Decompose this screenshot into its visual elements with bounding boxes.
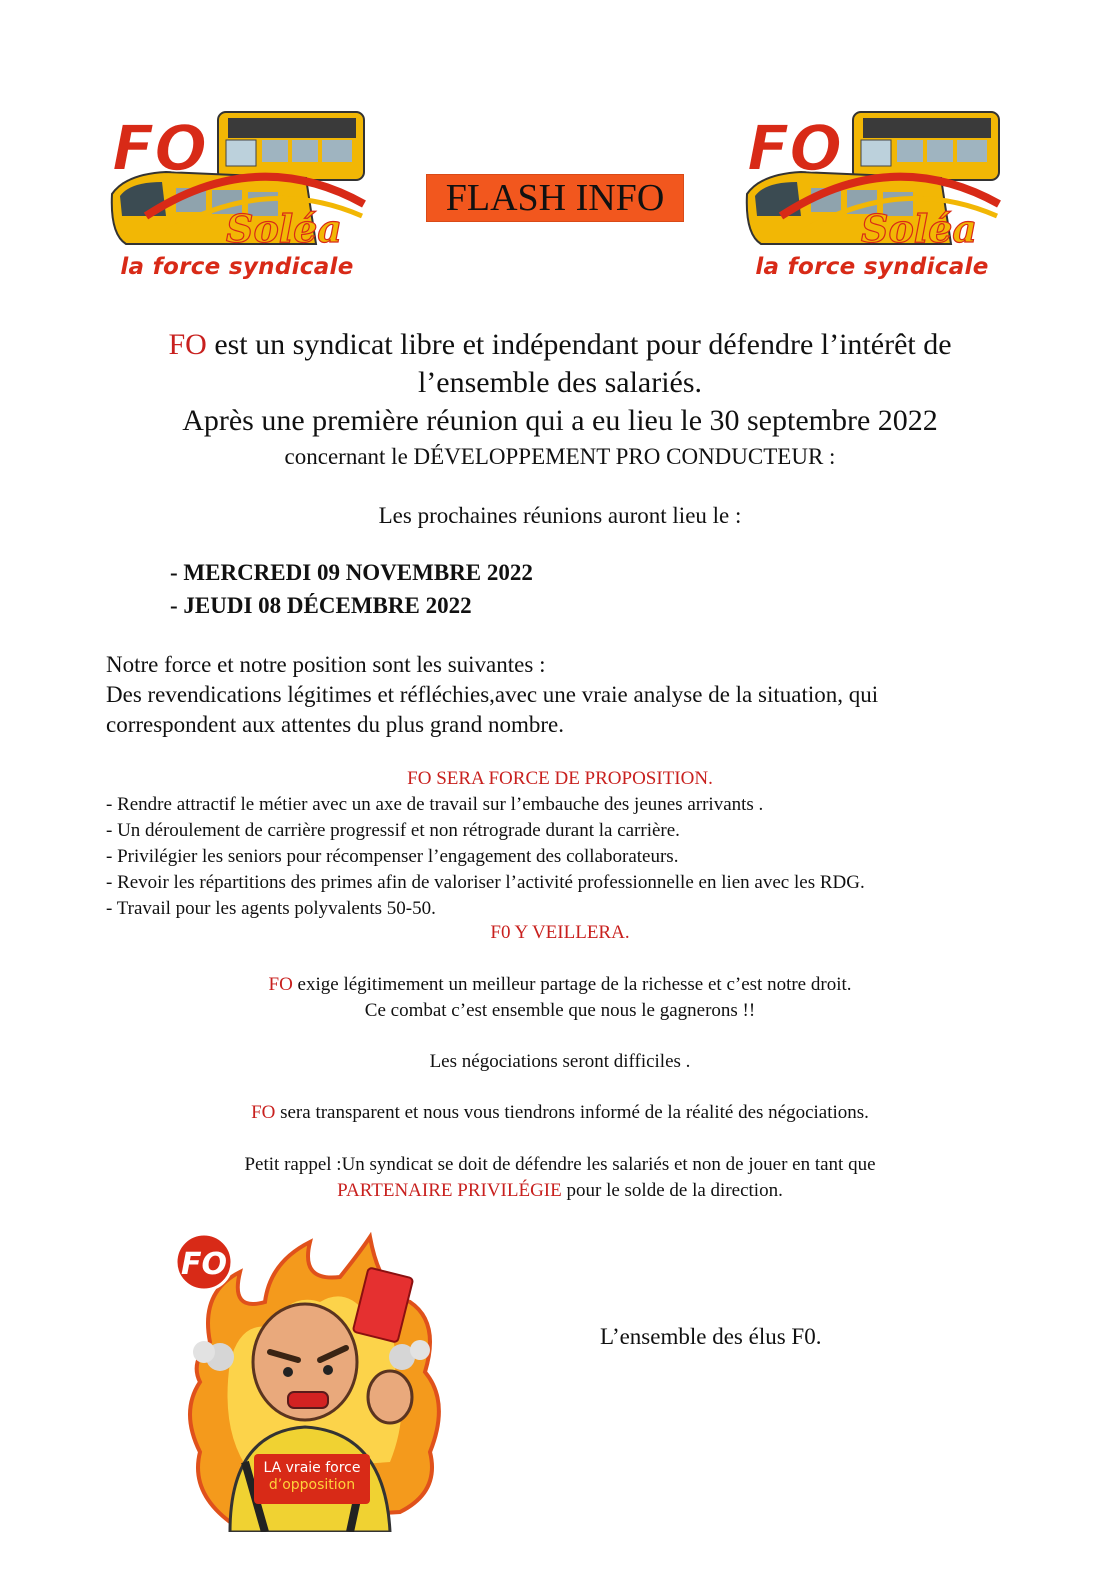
- intro-line-1: [60, 326, 1060, 364]
- fo-logo-mark: FO: [112, 112, 208, 185]
- position-paragraph: [106, 650, 1011, 740]
- proposition-title: FO SERA FORCE DE PROPOSITION.: [407, 768, 713, 789]
- demand-text: exige légitimement un meilleur partage de la richesse et c’est notre droit.: [292, 974, 852, 995]
- referee-mascot-illustration: [170, 1232, 460, 1532]
- logo-tagline: la force syndicale: [120, 254, 354, 280]
- fo-highlight: FO: [168, 328, 207, 361]
- transparent-line: [60, 1100, 1060, 1126]
- list-item: - Rendre attractif le métier avec un axe de travail sur l’embauche des jeunes arrivants .: [106, 794, 764, 815]
- fo-logo-mark: FO: [747, 112, 843, 185]
- intro-line-2: l’ensemble des salariés.: [417, 366, 703, 399]
- position-line: Notre force et notre position sont les suivantes :: [106, 652, 546, 677]
- list-item: - Un déroulement de carrière progressif et non rétrograde durant la carrière.: [106, 820, 680, 841]
- mascot-caption: [256, 1460, 368, 1494]
- reminder-line-2-text: pour le solde de la direction.: [561, 1180, 783, 1201]
- meeting-date: - JEUDI 08 DÉCEMBRE 2022: [170, 593, 472, 618]
- list-item: - Travail pour les agents polyvalents 50-50.: [106, 898, 436, 919]
- negotiations-line: Les négociations seront difficiles .: [429, 1051, 691, 1072]
- proposition-list: [106, 792, 1066, 922]
- fo-solea-logo-right: [741, 104, 1003, 282]
- meeting-date: - MERCREDI 09 NOVEMBRE 2022: [170, 560, 533, 585]
- meeting-dates: [170, 556, 533, 622]
- solea-script: Soléa: [861, 206, 978, 251]
- list-item: - Privilégier les seniors pour récompenser l’engagement des collaborateurs.: [106, 846, 679, 867]
- mascot-caption-line-1: LA vraie force: [263, 1460, 361, 1476]
- fo-solea-logo-left: [106, 104, 368, 282]
- fo-highlight: FO: [251, 1102, 276, 1123]
- list-item: - Revoir les répartitions des primes afin de valoriser l’activité professionnelle en lien avec les RDG.: [106, 872, 865, 893]
- demand-line: [60, 972, 1060, 998]
- partner-highlight: PARTENAIRE PRIVILÉGIE: [337, 1180, 562, 1201]
- reminder-line-1: Petit rappel :Un syndicat se doit de défendre les salariés et non de jouer en tant que: [244, 1154, 876, 1175]
- signoff: L’ensemble des élus F0.: [600, 1324, 822, 1349]
- veillera-line: F0 Y VEILLERA.: [490, 922, 630, 943]
- position-line: Des revendications légitimes et réfléchies,avec une vraie analyse de la situation, qui: [106, 682, 879, 707]
- logo-tagline: la force syndicale: [755, 254, 989, 280]
- combat-line: Ce combat c’est ensemble que nous le gagnerons !!: [364, 1000, 756, 1021]
- solea-script: Soléa: [226, 206, 343, 251]
- position-line: correspondent aux attentes du plus grand nombre.: [106, 712, 564, 737]
- intro-line-4: concernant le DÉVELOPPEMENT PRO CONDUCTEUR :: [284, 444, 836, 469]
- intro-line-3: Après une première réunion qui a eu lieu le 30 septembre 2022: [182, 404, 938, 437]
- intro-line-1-text: est un syndicat libre et indépendant pour défendre l’intérêt de: [206, 328, 952, 361]
- next-meetings-heading: Les prochaines réunions auront lieu le :: [378, 503, 742, 528]
- reminder-line-2: [60, 1178, 1060, 1204]
- flash-info-banner: FLASH INFO: [426, 174, 684, 222]
- fo-badge-text: FO: [181, 1247, 227, 1282]
- fo-highlight: FO: [268, 974, 293, 995]
- mascot-caption-line-2: d’opposition: [268, 1477, 356, 1493]
- transparent-text: sera transparent et nous vous tiendrons informé de la réalité des négociations.: [275, 1102, 869, 1123]
